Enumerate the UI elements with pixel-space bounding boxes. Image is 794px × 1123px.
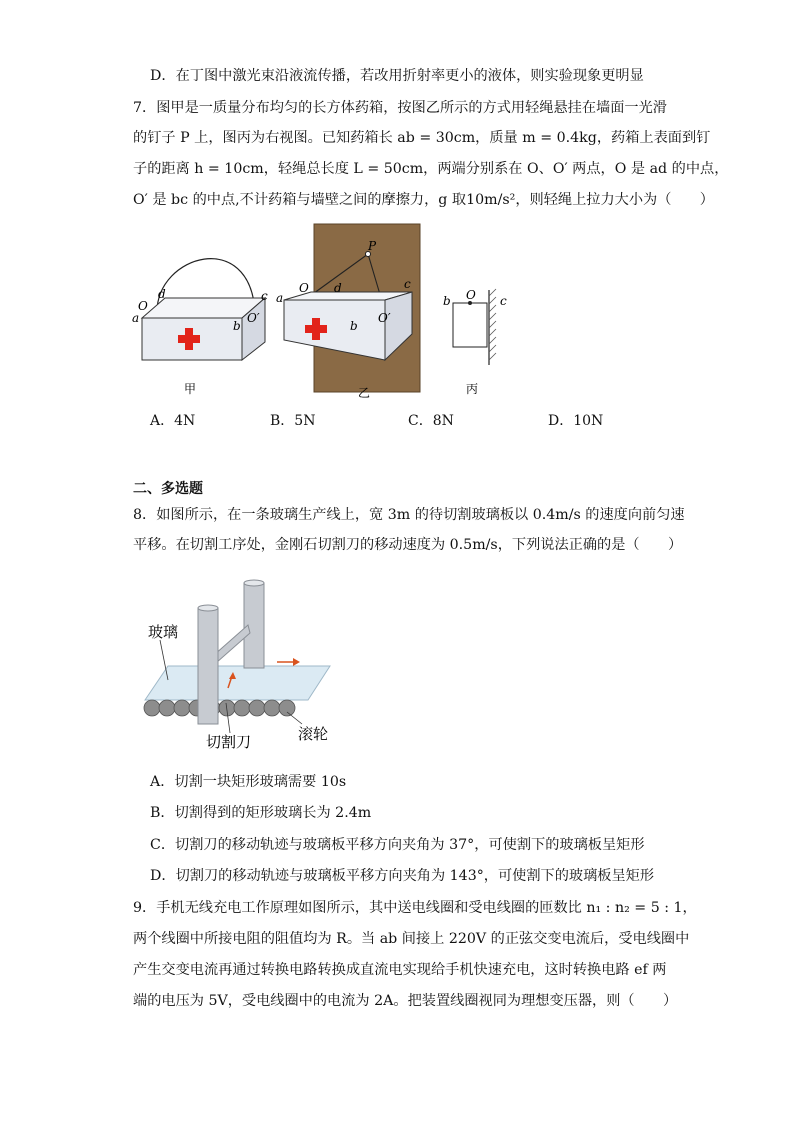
q8-stem-line-2: 平移。在切割工序处，金刚石切割刀的移动速度为 0.5m/s，下列说法正确的是（ ） [133,537,683,553]
q7-stem-line-1: 7．图甲是一质量分布均匀的长方体药箱，按图乙所示的方式用轻绳悬挂在墙面一光滑 [133,100,667,116]
q7-option-a: A．4N [150,413,196,429]
label-O: O [138,299,148,313]
q7-figure [0,220,794,405]
caption-jia: 甲 [184,382,197,396]
label-c: c [500,294,507,308]
q8-option-c: C．切割刀的移动轨迹与玻璃板平移方向夹角为 37°，可使割下的玻璃板呈矩形 [150,837,645,853]
q9-stem-line-3: 产生交变电流再通过转换电路转换成直流电实现给手机快速充电，这时转换电路 ef 两 [133,962,667,978]
q7-option-b: B．5N [270,413,316,429]
q7-stem-line-2: 的钉子 P 上，图丙为右视图。已知药箱长 ab = 30cm，质量 m = 0.4kg，药箱上表面到钉 [133,130,711,146]
label-d: d [158,287,166,301]
label-O: O [299,281,309,295]
q9-stem-line-4: 端的电压为 5V，受电线圈中的电流为 2A。把装置线圈视同为理想变压器，则（ ） [133,993,678,1009]
q8-figure-glass-cutting [0,575,794,755]
figure-bing-side-view [443,288,507,396]
figure-jia-medicine-box [132,259,268,396]
q8-stem-line-1: 8．如图所示，在一条玻璃生产线上，宽 3m 的待切割玻璃板以 0.4m/s 的速度向前匀速 [133,507,685,523]
caption-bing: 丙 [466,382,479,396]
label-P: P [368,239,377,253]
q7-option-d: D．10N [548,413,604,429]
label-O-prime: O′ [247,311,260,325]
label-b: b [350,319,358,333]
section-title: 二、多选题 [133,481,203,497]
label-glass: 玻璃 [148,623,179,641]
q9-stem-line-1: 9．手机无线充电工作原理如图所示，其中送电线圈和受电线圈的匝数比 n₁ : n₂ = 5 : 1， [133,900,697,916]
label-O-prime: O′ [378,311,391,325]
q9-stem-line-2: 两个线圈中所接电阻的阻值均为 R。当 ab 间接上 220V 的正弦交变电流后，受电线圈中 [133,931,690,947]
q7-option-c: C．8N [408,413,454,429]
label-b: b [443,294,451,308]
q7-stem-line-4: O′ 是 bc 的中点,不计药箱与墙壁之间的摩擦力，g 取10m/s²，则轻绳上拉力大小为（ ） [133,192,714,208]
label-O: O [466,288,476,302]
label-cutter: 切割刀 [206,733,252,751]
caption-yi: 乙 [358,386,371,400]
figure-yi-hanging-box [276,224,420,400]
q7-stem-line-3: 子的距离 h = 10cm，轻绳总长度 L = 50cm，两端分别系在 O、O′ 两点，O 是 ad 的中点， [133,161,729,177]
q8-option-a: A．切割一块矩形玻璃需要 10s [150,774,347,790]
label-b: b [233,319,241,333]
label-c: c [261,289,268,303]
q6-option-d: D．在丁图中激光束沿液流传播，若改用折射率更小的液体，则实验现象更明显 [150,68,644,84]
label-a: a [132,311,140,325]
label-rollers: 滚轮 [298,725,329,743]
label-c: c [404,277,411,291]
rollers [144,700,295,716]
label-d: d [334,281,342,295]
q8-option-b: B．切割得到的矩形玻璃长为 2.4m [150,805,372,821]
q8-option-d: D．切割刀的移动轨迹与玻璃板平移方向夹角为 143°，可使割下的玻璃板呈矩形 [150,868,655,884]
label-a: a [276,291,284,305]
